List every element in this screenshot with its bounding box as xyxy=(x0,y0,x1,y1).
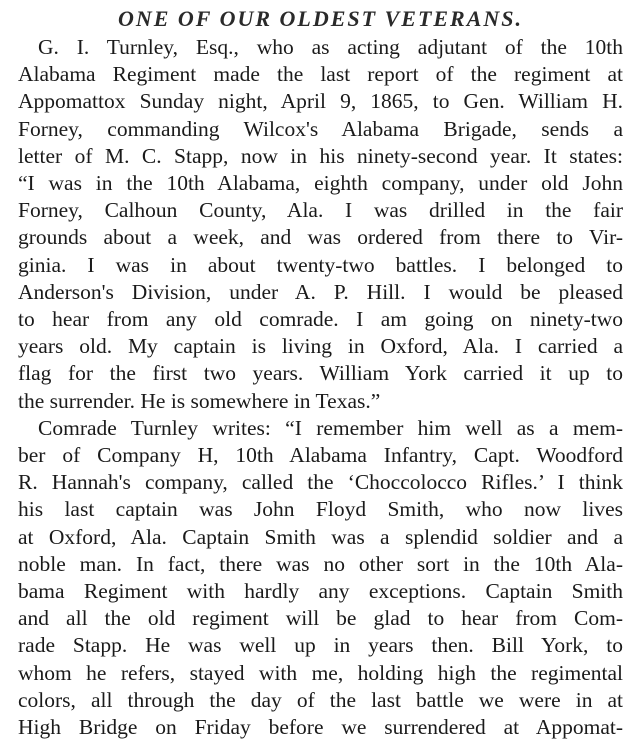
text-line: Anderson's Division, under A. P. Hill. I would be pleased xyxy=(18,279,623,304)
text-line: Forney, Calhoun County, Ala. I was drilled in the fair xyxy=(18,198,623,223)
text-line: letter of M. C. Stapp, now in his ninety-second year. It states: xyxy=(18,143,623,168)
text-line: rade Stapp. He was well up in years then. Bill York, to xyxy=(18,633,623,658)
text-line: years old. My captain is living in Oxford, Ala. I carried a xyxy=(18,334,623,359)
text-line: whom he refers, stayed with me, holding high the regimental xyxy=(18,660,623,685)
text-line: bama Regiment with hardly any exceptions. Captain Smith xyxy=(18,579,623,604)
text-line: G. I. Turnley, Esq., who as acting adjutant of the 10th xyxy=(38,35,623,59)
text-line: to hear from any old comrade. I am going on ninety-two xyxy=(18,307,623,332)
text-line: and all the old regiment will be glad to hear from Com- xyxy=(18,606,623,631)
text-line: colors, all through the day of the last battle we were in at xyxy=(18,687,623,712)
text-line: R. Hannah's company, called the ‘Choccolocco Rifles.’ I think xyxy=(18,470,623,495)
article-title: ONE OF OUR OLDEST VETERANS. xyxy=(117,6,524,31)
text-line: flag for the first two years. William York carried it up to xyxy=(18,361,623,386)
text-line: Comrade Turnley writes: “I remember him well as a mem- xyxy=(38,415,623,440)
text-line: noble man. In fact, there was no other sort in the 10th Ala- xyxy=(18,551,623,576)
text-line: grounds about a week, and was ordered from there to Vir- xyxy=(18,225,623,250)
text-line: Appomattox Sunday night, April 9, 1865, to Gen. William H. xyxy=(18,89,623,114)
text-line: at Oxford, Ala. Captain Smith was a splendid soldier and a xyxy=(18,524,623,549)
text-line: High Bridge on Friday before we surrendered at Appomat- xyxy=(18,715,623,740)
text-line: his last captain was John Floyd Smith, who now lives xyxy=(18,497,623,522)
text-line: ginia. I was in about twenty-two battles. I belonged to xyxy=(18,252,623,277)
text-line: ber of Company H, 10th Alabama Infantry, Capt. Woodford xyxy=(18,443,623,468)
text-line: “I was in the 10th Alabama, eighth company, under old John xyxy=(18,171,623,196)
paragraph-2 xyxy=(18,415,623,741)
text-line: the surrender. He is somewhere in Texas.” xyxy=(18,388,381,413)
paragraph-1 xyxy=(18,34,623,415)
text-line: Alabama Regiment made the last report of the regiment at xyxy=(18,62,623,87)
text-line: Forney, commanding Wilcox's Alabama Brigade, sends a xyxy=(18,116,623,141)
